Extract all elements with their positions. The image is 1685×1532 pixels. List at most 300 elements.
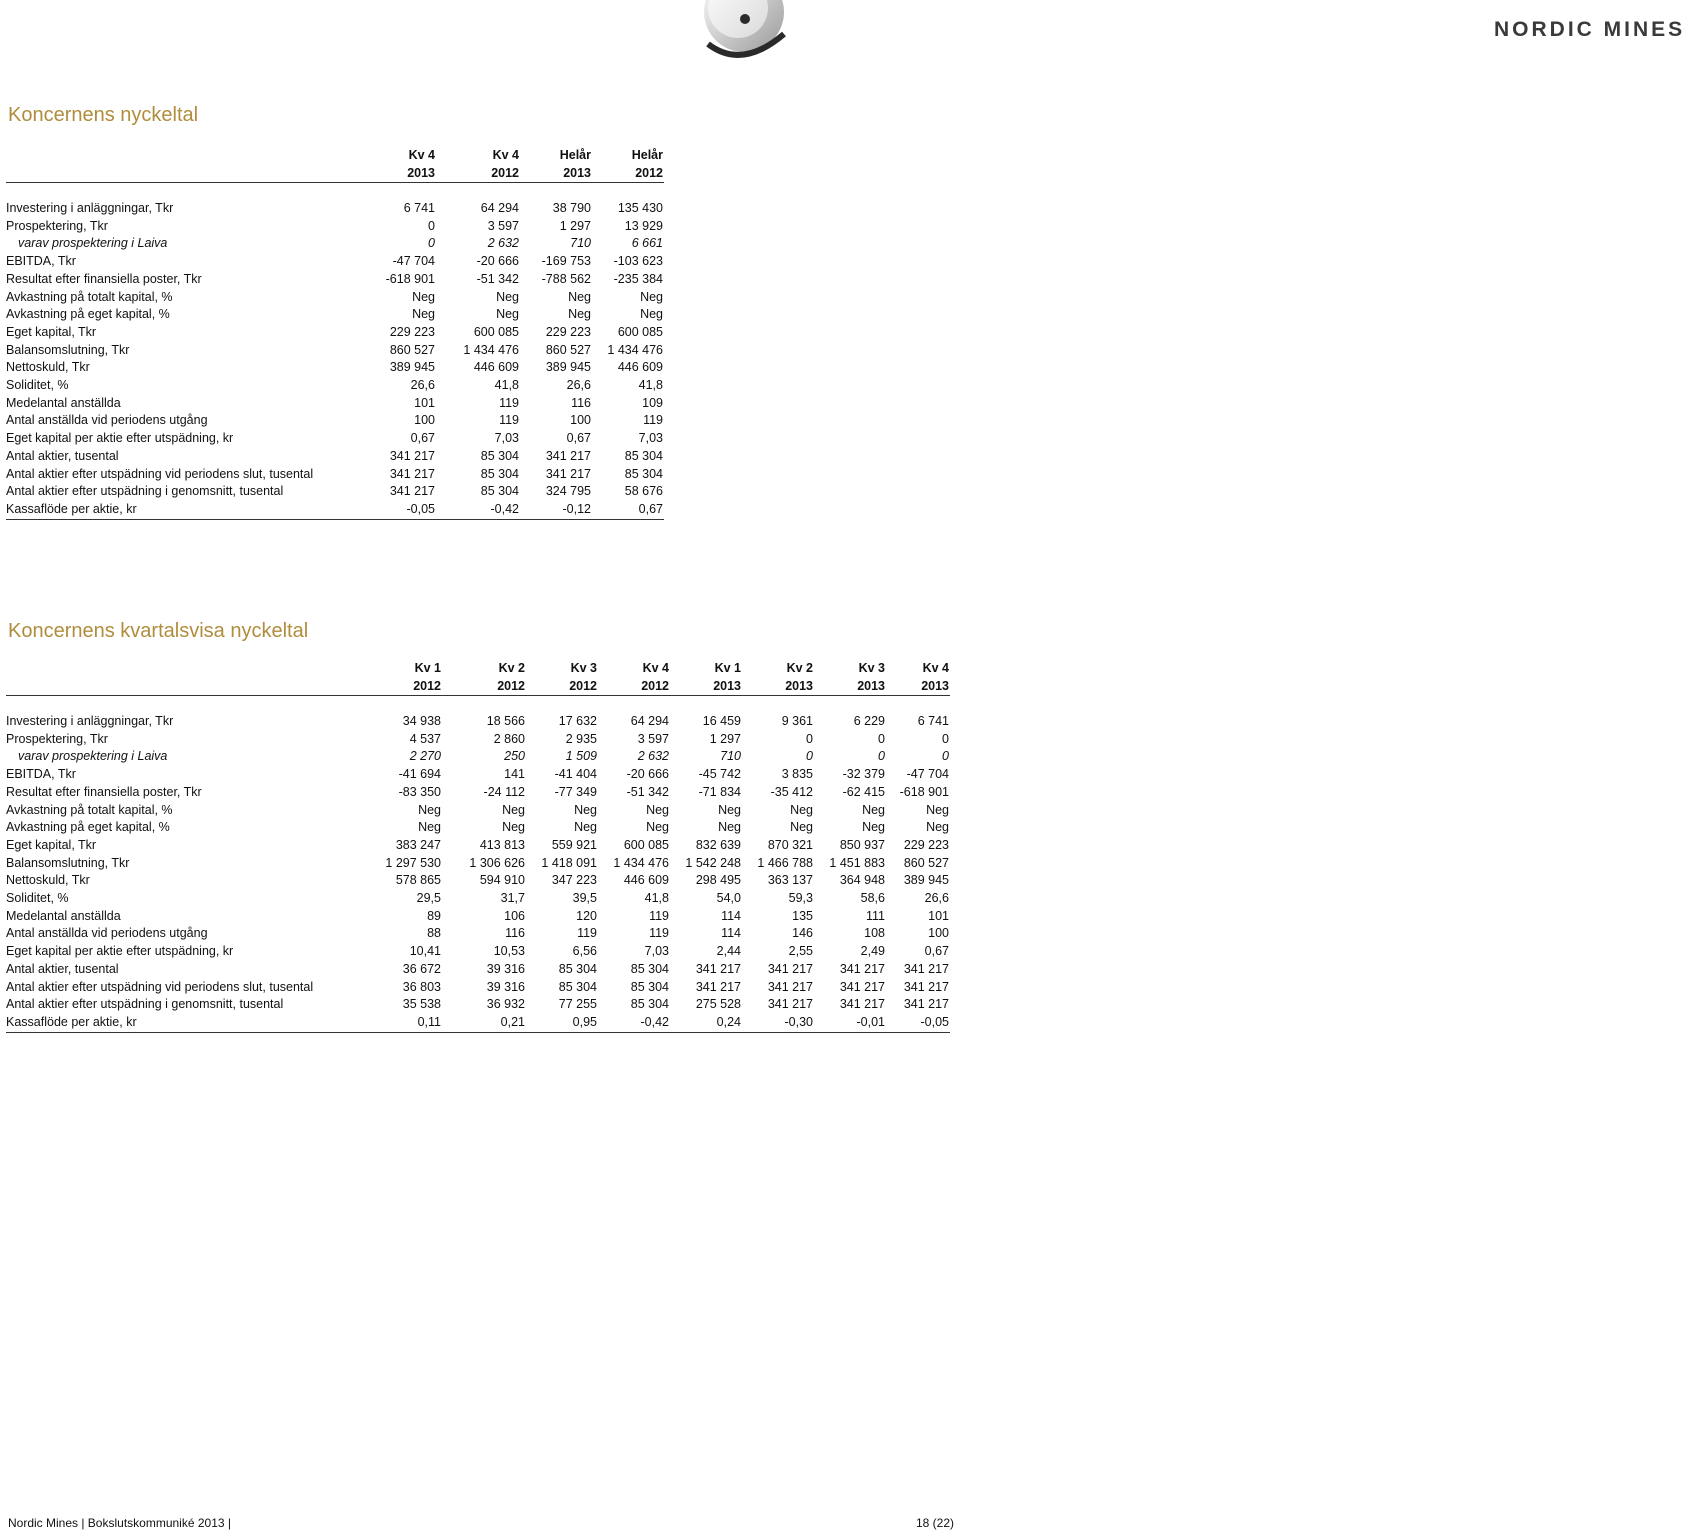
table-cell: Neg <box>574 820 597 835</box>
table-cell: 58,6 <box>860 891 885 906</box>
table-cell: Neg <box>790 802 813 817</box>
table-cell: 594 910 <box>479 873 525 888</box>
table-cell: 13 929 <box>624 218 663 233</box>
table-cell: 0,67 <box>410 431 435 446</box>
table-cell: 275 528 <box>695 997 741 1012</box>
row-label: Kassaflöde per aktie, kr <box>6 501 352 519</box>
table-cell: -77 349 <box>554 784 597 799</box>
table-cell: 85 304 <box>558 961 597 976</box>
table-cell: 860 527 <box>903 855 949 870</box>
row-label: Investering i anläggningar, Tkr <box>6 714 174 728</box>
table-cell: -45 742 <box>698 767 741 782</box>
table-cell: 141 <box>504 767 525 782</box>
row-label: Eget kapital per aktie efter utspädning, kr <box>6 431 234 446</box>
table-cell: 119 <box>643 413 663 428</box>
table-row <box>6 961 950 979</box>
table-cell: 29,5 <box>416 891 441 906</box>
table-row <box>6 324 664 342</box>
table-cell: 1 542 248 <box>685 855 741 870</box>
table-cell: -0,42 <box>436 501 520 519</box>
row-label: Antal anställda vid periodens utgång <box>6 926 208 941</box>
table-cell: 229 223 <box>545 324 591 339</box>
table-cell: 600 085 <box>623 837 669 852</box>
table-row <box>6 483 664 501</box>
table-cell: -83 350 <box>398 784 441 799</box>
table-cell: 31,7 <box>500 891 525 906</box>
table-cell: 119 <box>499 413 519 428</box>
row-label: Eget kapital, Tkr <box>6 837 97 852</box>
table-cell: 0,21 <box>442 1014 526 1032</box>
table-cell: 1 297 530 <box>385 855 441 870</box>
table-cell: 0 <box>942 749 949 764</box>
table-cell: 6,56 <box>572 944 597 959</box>
row-label: Prospektering, Tkr <box>6 731 108 746</box>
table-cell: 64 294 <box>630 714 669 728</box>
row-label: Nettoskuld, Tkr <box>6 873 90 888</box>
table-cell: Neg <box>640 307 663 322</box>
table-cell: 101 <box>928 908 949 923</box>
table-cell: 85 304 <box>480 466 519 481</box>
table-cell: 85 304 <box>630 979 669 994</box>
section-title-nyckeltal: Koncernens nyckeltal <box>8 104 199 126</box>
table-cell: 1 466 788 <box>757 855 813 870</box>
table-cell: 88 <box>427 926 441 941</box>
table-cell: Neg <box>646 802 669 817</box>
table-row <box>6 748 950 766</box>
table-cell: 559 921 <box>551 837 597 852</box>
table-cell: Neg <box>418 802 441 817</box>
table-cell: 85 304 <box>630 997 669 1012</box>
table-cell: 59,3 <box>788 891 813 906</box>
table-row <box>6 377 664 395</box>
table-cell: 710 <box>720 749 741 764</box>
table-cell: 85 304 <box>480 484 519 499</box>
table-cell: 341 217 <box>545 448 591 463</box>
table-row <box>6 271 664 289</box>
header-row-years <box>6 677 950 696</box>
table-row <box>6 501 664 519</box>
table-cell: -0,42 <box>598 1014 670 1032</box>
nyckeltal-body <box>6 183 664 520</box>
footer-page-number: 18 (22) <box>915 1516 954 1530</box>
table-row <box>6 855 950 873</box>
row-label: varav prospektering i Laiva <box>18 236 168 251</box>
row-label: Eget kapital per aktie efter utspädning, kr <box>6 944 234 959</box>
table-cell: 89 <box>427 908 441 923</box>
table-cell: Neg <box>862 820 885 835</box>
table-cell: 2,55 <box>788 944 813 959</box>
table-cell: 135 <box>792 908 813 923</box>
table-cell: -169 753 <box>541 254 591 269</box>
table-cell: -0,30 <box>742 1014 814 1032</box>
table-cell: 229 223 <box>389 324 435 339</box>
column-header: Kv 3 <box>570 661 597 675</box>
row-label: Balansomslutning, Tkr <box>6 342 130 357</box>
column-header: Kv 4 <box>642 661 669 675</box>
table-cell: 446 609 <box>623 873 669 888</box>
row-label: Balansomslutning, Tkr <box>6 855 130 870</box>
table-cell: 341 217 <box>767 979 813 994</box>
table-cell: 870 321 <box>767 837 813 852</box>
table-cell: Neg <box>568 307 591 322</box>
table-cell: 26,6 <box>566 378 591 393</box>
table-cell: 64 294 <box>480 201 519 215</box>
table-cell: Neg <box>718 820 741 835</box>
row-label: Avkastning på totalt kapital, % <box>6 802 173 817</box>
table-row <box>6 395 664 413</box>
table-row <box>6 713 950 731</box>
table-row <box>6 802 950 820</box>
column-header: Kv 4 <box>492 148 519 162</box>
table-cell: 383 247 <box>395 837 441 852</box>
table-cell: 446 609 <box>473 360 519 375</box>
table-cell: 363 137 <box>767 873 813 888</box>
table-row <box>6 943 950 961</box>
footer-doc-title: Nordic Mines | Bokslutskommuniké 2013 | <box>8 1516 231 1530</box>
table-cell: 341 217 <box>695 979 741 994</box>
row-label: Antal aktier efter utspädning vid periodens slut, tusental <box>6 466 314 481</box>
row-label: Avkastning på eget kapital, % <box>6 820 170 835</box>
table-cell: 10,53 <box>493 944 525 959</box>
table-cell: 0,67 <box>566 431 591 446</box>
table-cell: 341 217 <box>903 979 949 994</box>
table-cell: Neg <box>502 802 525 817</box>
table-cell: 389 945 <box>389 360 435 375</box>
table-cell: 250 <box>504 749 525 764</box>
table-cell: 54,0 <box>716 891 741 906</box>
table-cell: 324 795 <box>545 484 591 499</box>
table-row <box>6 872 950 890</box>
table-cell: 341 217 <box>695 961 741 976</box>
table-cell: Neg <box>862 802 885 817</box>
table-cell: 85 304 <box>624 448 663 463</box>
table-row <box>6 342 664 360</box>
table-cell: 10,41 <box>409 944 441 959</box>
table-row <box>6 784 950 802</box>
table-cell: 100 <box>570 413 591 428</box>
table-cell: 341 217 <box>839 979 885 994</box>
row-label: Investering i anläggningar, Tkr <box>6 201 174 215</box>
column-header: Kv 4 <box>922 661 949 675</box>
table-cell: 41,8 <box>494 378 519 393</box>
column-header: Kv 4 <box>408 148 435 162</box>
table-cell: 119 <box>499 395 519 410</box>
table-cell: 85 304 <box>624 466 663 481</box>
column-header-year: 2013 <box>742 677 814 696</box>
table-cell: Neg <box>412 289 435 304</box>
table-row <box>6 235 664 253</box>
table-cell: 119 <box>577 926 597 941</box>
table-cell: 347 223 <box>551 873 597 888</box>
table-cell: -235 384 <box>613 271 663 286</box>
column-header: Helår <box>559 148 591 162</box>
table-cell: 341 217 <box>767 961 813 976</box>
row-label: Medelantal anställda <box>6 395 121 410</box>
column-header: Kv 2 <box>786 661 813 675</box>
table-cell: 7,03 <box>644 944 669 959</box>
table-cell: 389 945 <box>903 873 949 888</box>
column-header-year: 2013 <box>352 164 436 183</box>
table-cell: -0,05 <box>886 1014 950 1032</box>
table-row <box>6 466 664 484</box>
table-cell: -103 623 <box>613 254 663 269</box>
table-row <box>6 1014 950 1032</box>
table-cell: 7,03 <box>494 431 519 446</box>
table-cell: 120 <box>576 908 597 923</box>
table-cell: 341 217 <box>389 466 435 481</box>
table-row <box>6 200 664 218</box>
table-cell: 2 632 <box>637 749 669 764</box>
row-label: Antal aktier efter utspädning i genomsnitt, tusental <box>6 484 284 499</box>
column-header-year: 2012 <box>442 677 526 696</box>
table-cell: 1 434 476 <box>463 342 519 357</box>
table-cell: -62 415 <box>842 784 885 799</box>
table-cell: -47 704 <box>906 767 949 782</box>
table-cell: 16 459 <box>702 714 741 728</box>
table-cell: 6 741 <box>403 201 435 215</box>
column-header: Kv 1 <box>714 661 741 675</box>
table-cell: 3 835 <box>781 767 813 782</box>
row-label: Antal aktier efter utspädning i genomsnitt, tusental <box>6 997 284 1012</box>
column-header-year: 2013 <box>886 677 950 696</box>
table-cell: 41,8 <box>644 891 669 906</box>
table-cell: 9 361 <box>781 714 813 728</box>
table-cell: -41 694 <box>398 767 441 782</box>
table-row <box>6 819 950 837</box>
column-header-year: 2013 <box>670 677 742 696</box>
table-row <box>6 979 950 997</box>
table-cell: 85 304 <box>480 448 519 463</box>
table-cell: 111 <box>865 908 885 923</box>
column-header-year: 2012 <box>592 164 664 183</box>
table-cell: 1 509 <box>565 749 597 764</box>
table-cell: Neg <box>574 802 597 817</box>
table-cell: 832 639 <box>695 837 741 852</box>
table-cell: 0 <box>806 731 813 746</box>
table-cell: 2,44 <box>716 944 741 959</box>
table-row <box>6 289 664 307</box>
nyckeltal-table <box>6 146 664 520</box>
table-cell: 0 <box>942 731 949 746</box>
table-cell: 1 297 <box>709 731 741 746</box>
spacer-row <box>6 696 950 714</box>
kvartalsvisa-table <box>6 659 950 1033</box>
row-label: Antal aktier, tusental <box>6 448 119 463</box>
table-cell: 146 <box>792 926 813 941</box>
row-label: Resultat efter finansiella poster, Tkr <box>6 271 202 286</box>
table-cell: 0,24 <box>670 1014 742 1032</box>
table-row <box>6 908 950 926</box>
column-header: Kv 3 <box>858 661 885 675</box>
column-header: Kv 1 <box>414 661 441 675</box>
kvartalsvisa-body <box>6 696 950 1033</box>
table-cell: Neg <box>718 802 741 817</box>
table-row <box>6 359 664 377</box>
table-cell: 341 217 <box>389 484 435 499</box>
table-cell: 2 632 <box>487 236 519 251</box>
table-cell: 0,67 <box>924 944 949 959</box>
row-label: Resultat efter finansiella poster, Tkr <box>6 784 202 799</box>
spacer-row <box>6 183 664 201</box>
row-label: EBITDA, Tkr <box>6 254 76 269</box>
table-cell: Neg <box>646 820 669 835</box>
table-cell: 860 527 <box>545 342 591 357</box>
table-cell: 135 430 <box>617 201 663 215</box>
table-cell: -35 412 <box>770 784 813 799</box>
table-cell: 341 217 <box>903 961 949 976</box>
table-cell: 710 <box>570 236 591 251</box>
table-cell: 341 217 <box>389 448 435 463</box>
row-label: Avkastning på totalt kapital, % <box>6 289 173 304</box>
column-header: Kv 2 <box>498 661 525 675</box>
table-cell: 36 672 <box>402 961 441 976</box>
table-cell: 0,11 <box>358 1014 442 1032</box>
table-cell: -41 404 <box>554 767 597 782</box>
table-cell: 389 945 <box>545 360 591 375</box>
row-label: Prospektering, Tkr <box>6 218 108 233</box>
table-cell: -618 901 <box>385 271 435 286</box>
table-cell: 341 217 <box>903 997 949 1012</box>
logo-mark-icon <box>702 0 960 62</box>
table-cell: 85 304 <box>558 979 597 994</box>
table-cell: 0 <box>878 749 885 764</box>
table-cell: 4 537 <box>409 731 441 746</box>
table-cell: 58 676 <box>624 484 663 499</box>
table-cell: 38 790 <box>552 201 591 215</box>
table-cell: 413 813 <box>479 837 525 852</box>
table-cell: 39 316 <box>486 961 525 976</box>
table-cell: Neg <box>790 820 813 835</box>
table-row <box>6 430 664 448</box>
column-header-year: 2012 <box>358 677 442 696</box>
table-cell: 3 597 <box>487 218 519 233</box>
row-label: Medelantal anställda <box>6 908 121 923</box>
table-cell: 860 527 <box>389 342 435 357</box>
row-label: Avkastning på eget kapital, % <box>6 307 170 322</box>
table-cell: 446 609 <box>617 360 663 375</box>
logo-text: NORDIC MINES <box>1494 18 1685 41</box>
table-cell: 101 <box>414 395 435 410</box>
table-cell: Neg <box>926 820 949 835</box>
table-cell: 1 306 626 <box>469 855 525 870</box>
column-header-year: 2012 <box>526 677 598 696</box>
table-cell: 341 217 <box>545 466 591 481</box>
table-cell: 1 434 476 <box>613 855 669 870</box>
table-row <box>6 306 664 324</box>
table-cell: 1 418 091 <box>541 855 597 870</box>
table-row <box>6 253 664 271</box>
table-row <box>6 925 950 943</box>
column-header-year: 2013 <box>814 677 886 696</box>
table-cell: 34 938 <box>402 714 441 728</box>
row-label: Eget kapital, Tkr <box>6 324 97 339</box>
section-title-kvartalsvisa: Koncernens kvartalsvisa nyckeltal <box>8 620 309 642</box>
table-cell: 1 434 476 <box>607 342 663 357</box>
column-header-year: 2013 <box>520 164 592 183</box>
table-cell: 6 661 <box>631 236 663 251</box>
table-cell: 229 223 <box>903 837 949 852</box>
table-cell: Neg <box>502 820 525 835</box>
table-cell: 39,5 <box>572 891 597 906</box>
table-cell: 41,8 <box>638 378 663 393</box>
table-cell: Neg <box>412 307 435 322</box>
table-cell: -0,01 <box>814 1014 886 1032</box>
row-label: EBITDA, Tkr <box>6 767 76 782</box>
table-row <box>6 448 664 466</box>
table-cell: 0 <box>806 749 813 764</box>
table-row <box>6 218 664 236</box>
table-cell: 109 <box>642 395 663 410</box>
table-cell: 18 566 <box>486 714 525 728</box>
table-cell: 341 217 <box>767 997 813 1012</box>
table-cell: 108 <box>864 926 885 941</box>
table-row <box>6 837 950 855</box>
table-cell: 36 803 <box>402 979 441 994</box>
table-cell: 850 937 <box>839 837 885 852</box>
column-header-year: 2012 <box>436 164 520 183</box>
table-cell: -788 562 <box>541 271 591 286</box>
table-cell: 116 <box>571 395 591 410</box>
table-cell: 578 865 <box>395 873 441 888</box>
table-cell: 17 632 <box>558 714 597 728</box>
table-cell: 1 297 <box>559 218 591 233</box>
table-cell: Neg <box>568 289 591 304</box>
table-cell: Neg <box>926 802 949 817</box>
row-label: Antal anställda vid periodens utgång <box>6 413 208 428</box>
header-row-years <box>6 164 664 183</box>
table-cell: 3 597 <box>637 731 669 746</box>
table-cell: -20 666 <box>476 254 519 269</box>
table-cell: 26,6 <box>924 891 949 906</box>
table-cell: 0,67 <box>592 501 664 519</box>
table-cell: -32 379 <box>842 767 885 782</box>
column-header: Helår <box>631 148 663 162</box>
table-cell: -47 704 <box>392 254 435 269</box>
table-row <box>6 890 950 908</box>
row-label: Antal aktier, tusental <box>6 961 119 976</box>
table-cell: 100 <box>928 926 949 941</box>
table-cell: 0 <box>428 236 435 251</box>
row-label: Soliditet, % <box>6 378 69 393</box>
table-row <box>6 412 664 430</box>
row-label: Soliditet, % <box>6 891 69 906</box>
table-cell: Neg <box>496 307 519 322</box>
company-logo <box>702 0 1685 62</box>
table-cell: -0,05 <box>352 501 436 519</box>
table-cell: 298 495 <box>695 873 741 888</box>
table-cell: 114 <box>721 908 741 923</box>
row-label: varav prospektering i Laiva <box>18 749 168 764</box>
table-cell: 364 948 <box>839 873 885 888</box>
table-cell: 100 <box>414 413 435 428</box>
table-cell: 600 085 <box>617 324 663 339</box>
table-cell: 119 <box>649 908 669 923</box>
table-cell: Neg <box>496 289 519 304</box>
table-cell: 35 538 <box>402 997 441 1012</box>
table-cell: 1 451 883 <box>829 855 885 870</box>
table-row <box>6 996 950 1014</box>
table-cell: -0,12 <box>520 501 592 519</box>
table-cell: 2 935 <box>565 731 597 746</box>
table-cell: 39 316 <box>486 979 525 994</box>
table-cell: 77 255 <box>558 997 597 1012</box>
table-cell: 6 229 <box>853 714 885 728</box>
table-cell: -20 666 <box>626 767 669 782</box>
table-cell: 26,6 <box>410 378 435 393</box>
table-cell: 2 270 <box>409 749 441 764</box>
table-cell: -618 901 <box>899 784 949 799</box>
row-label: Kassaflöde per aktie, kr <box>6 1014 358 1032</box>
